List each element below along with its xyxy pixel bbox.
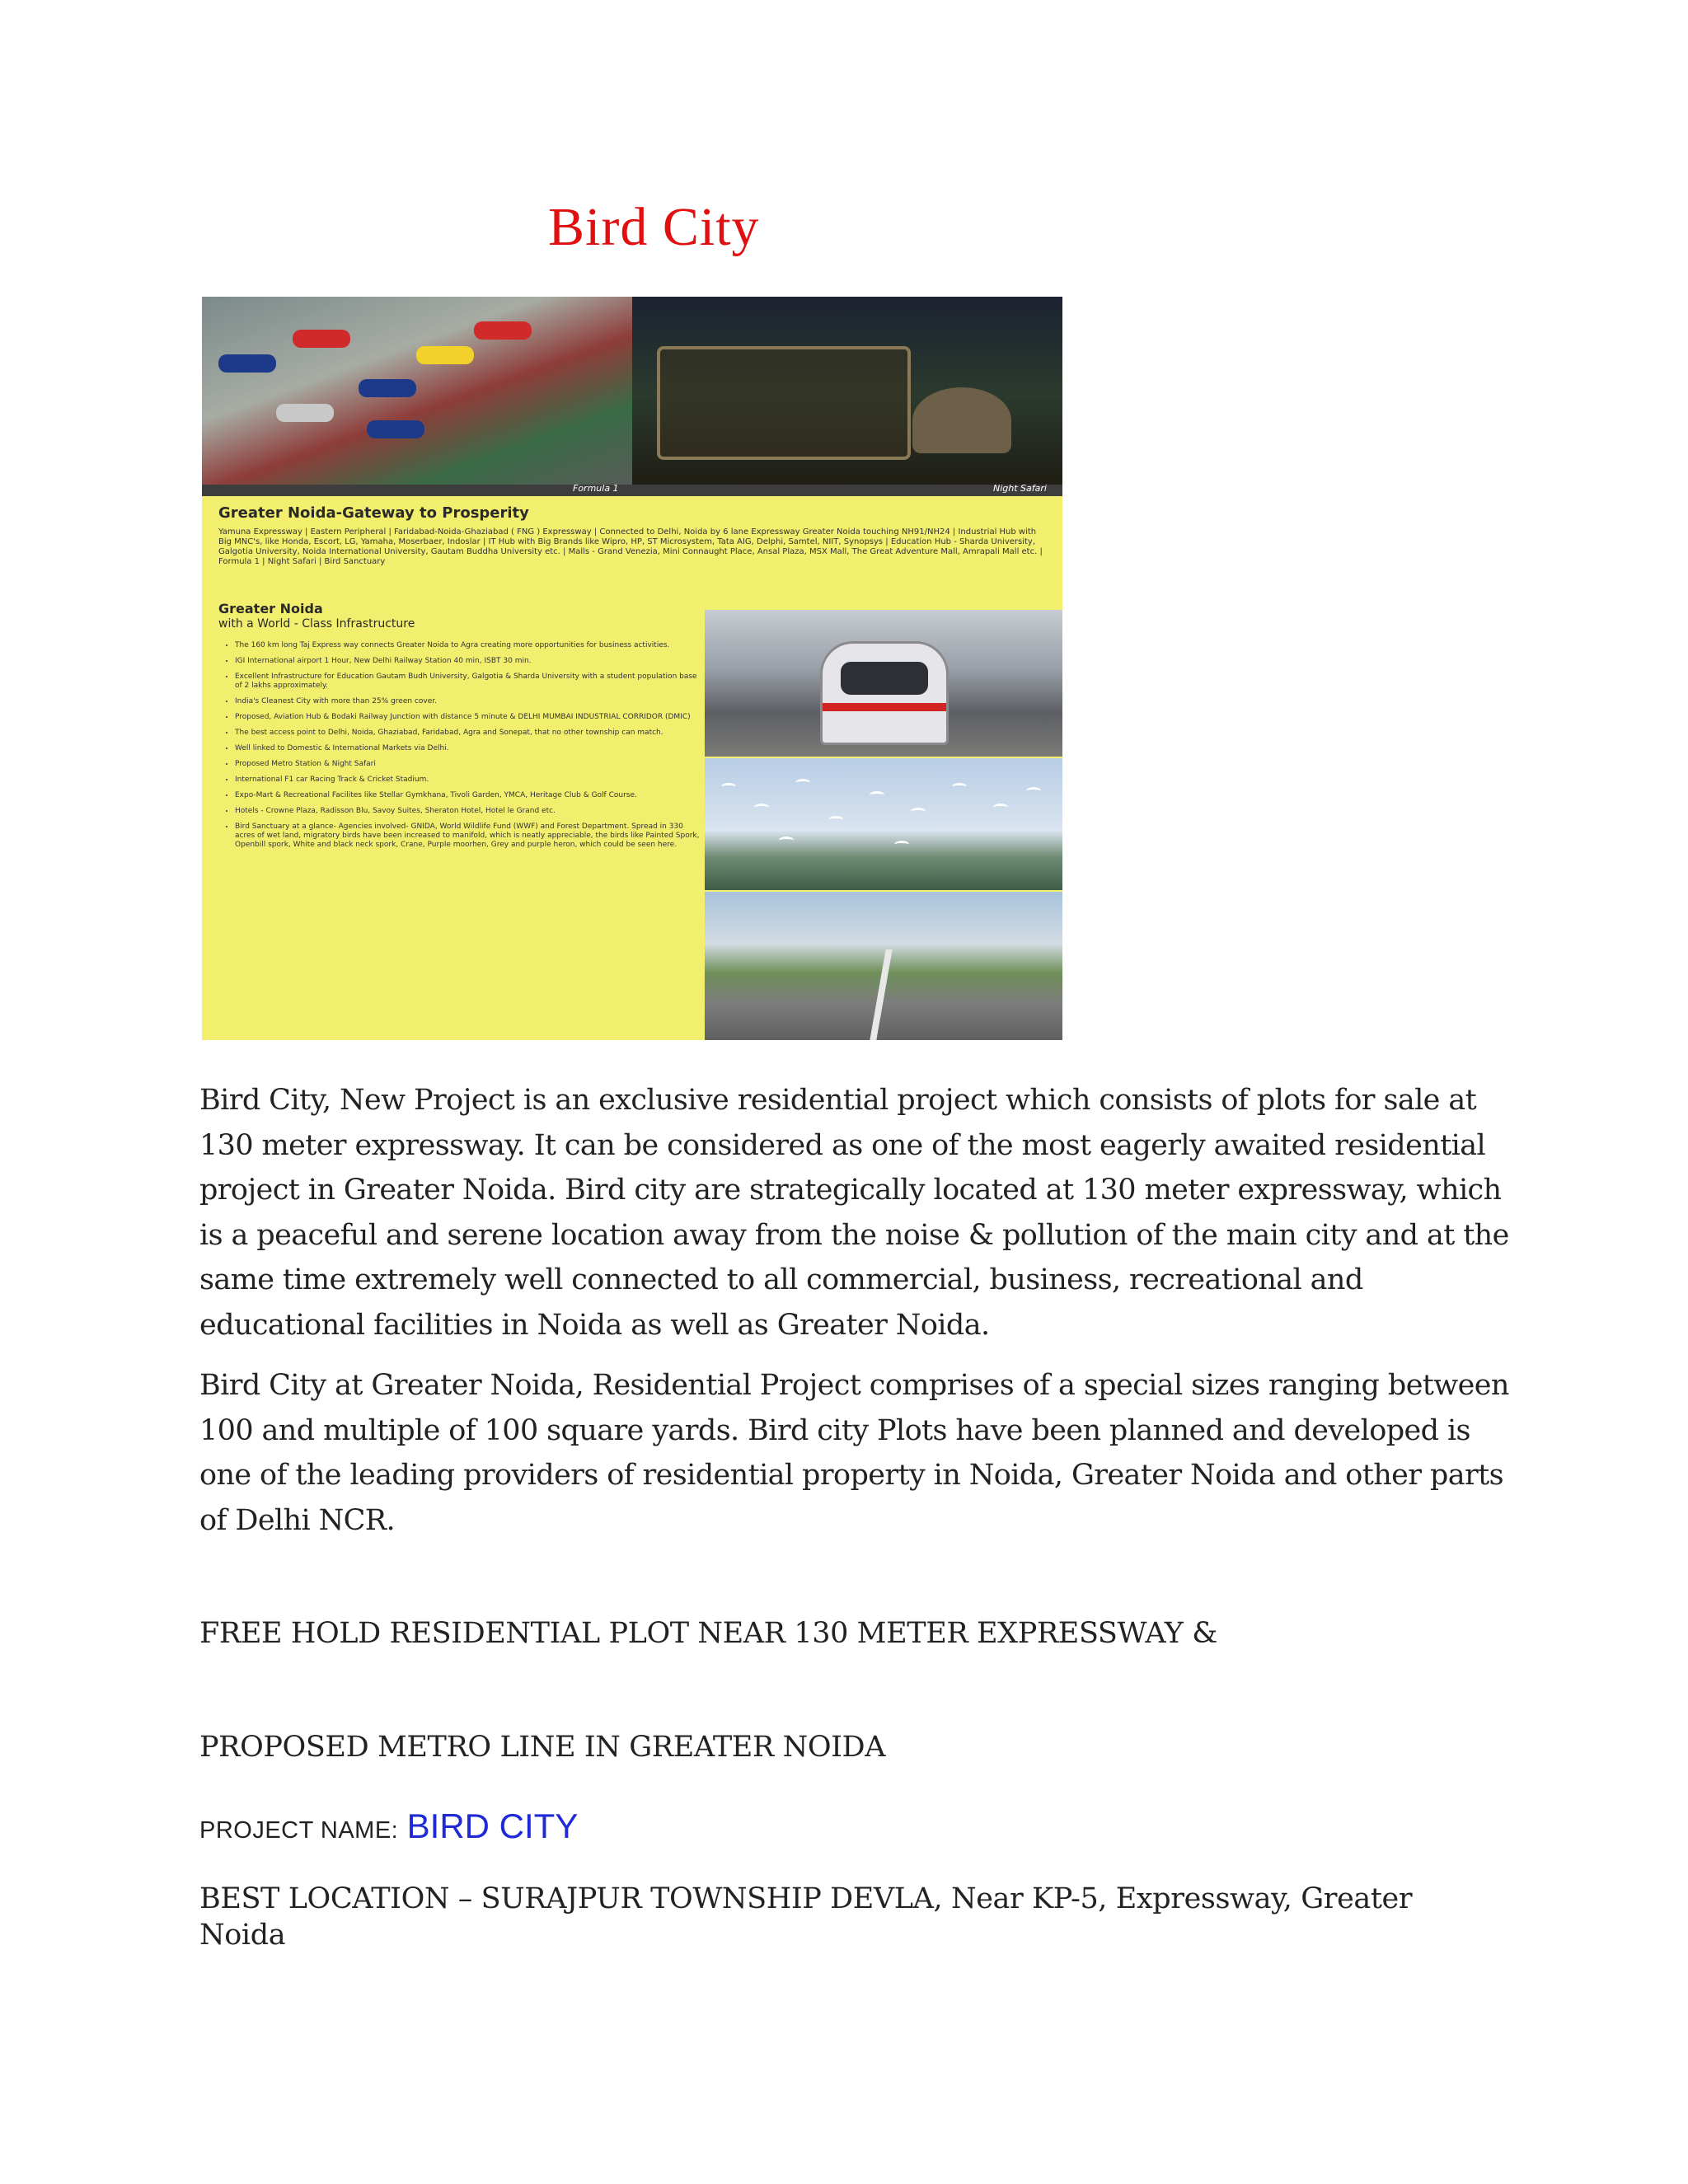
expressway-photo [705, 892, 1062, 1040]
brochure-bullet: • The best access point to Delhi, Noida, Ghaziabad, Faridabad, Agra and Sonepat, that no other township can match. [235, 729, 705, 738]
night-safari-photo [632, 297, 1062, 494]
metro-heading: PROPOSED METRO LINE IN GREATER NOIDA [199, 1731, 886, 1764]
brochure-bullet: • Hotels - Crowne Plaza, Radisson Blu, Savoy Suites, Sheraton Hotel, Hotel le Grand etc. [235, 807, 705, 816]
brochure-bullet: • Expo-Mart & Recreational Facilites like Stellar Gymkhana, Tivoli Garden, YMCA, Heritage Club & Golf Course. [235, 791, 705, 800]
caption-formula1: Formula 1 [573, 483, 619, 494]
brochure-heading: Greater Noida-Gateway to Prosperity [218, 504, 529, 522]
brochure-subheading [218, 602, 415, 631]
project-name-label: PROJECT NAME: [199, 1817, 399, 1844]
brochure-bullet: • International F1 car Racing Track & Cricket Stadium. [235, 776, 705, 785]
brochure-bullet: • Proposed, Aviation Hub & Bodaki Railway Junction with distance 5 minute & DELHI MUMBAI INDUSTRIAL CORRIDOR (DMIC) [235, 713, 705, 722]
brochure-bullet: • Well linked to Domestic & International Markets via Delhi. [235, 744, 705, 753]
project-name-value: BIRD CITY [406, 1807, 579, 1845]
description-paragraph-1: Bird City, New Project is an exclusive residential project which consists of plots for sale at 130 meter expressway. It can be considered as one of the most eagerly awaited residential project in Greater Noida. Bird city are strategically located at 130 meter expressway, which is a peaceful and serene location away from the noise & pollution of the main city and at the same time extremely well connected to all commercial, business, recreational and educational facilities in Noida as well as Greater Noida. [199, 1084, 1509, 1342]
freehold-heading: FREE HOLD RESIDENTIAL PLOT NEAR 130 METER EXPRESSWAY & [199, 1617, 1217, 1650]
project-name-line [199, 1807, 578, 1846]
brochure-bullet: • India's Cleanest City with more than 25% green cover. [235, 697, 705, 706]
bird-sanctuary-photo [705, 758, 1062, 890]
brochure-subheading-line1: Greater Noida [218, 601, 323, 616]
brochure-bullet: • Bird Sanctuary at a glance- Agencies involved- GNIDA, World Wildlife Fund (WWF) and Forest Department. Spread in 330 acres of wet land, migratory birds have been increased to manifold, which is neatly appreciable, the birds like Painted Spork, Openbill spork, White and black neck spork, Crane, Purple moorhen, Grey and purple heron, which could be seen here. [235, 823, 705, 850]
brochure-image [202, 297, 1062, 1040]
brochure-bullet: • IGI International airport 1 Hour, New Delhi Railway Station 40 min, ISBT 30 min. [235, 657, 705, 666]
description-paragraph-2: Bird City at Greater Noida, Residential Project comprises of a special sizes ranging between 100 and multiple of 100 square yards. Bird city Plots have been planned and developed is one of the leading providers of residential property in Noida, Greater Noida and other parts of Delhi NCR. [199, 1369, 1509, 1537]
brochure-subheading-line2: with a World - Class Infrastructure [218, 617, 415, 630]
brochure-bullet: • Proposed Metro Station & Night Safari [235, 760, 705, 769]
location-line: BEST LOCATION – SURAJPUR TOWNSHIP DEVLA, Near KP-5, Expressway, Greater Noida [199, 1882, 1413, 1952]
brochure-bullet-list [217, 641, 705, 856]
caption-strip [202, 485, 1062, 496]
brochure-bullet: • The 160 km long Taj Express way connects Greater Noida to Agra creating more opportunities for business activities. [235, 641, 705, 650]
metro-train-photo [705, 610, 1062, 757]
document-title: Bird City [548, 197, 760, 257]
caption-night-safari: Night Safari [993, 483, 1047, 494]
formula1-photo [202, 297, 632, 494]
brochure-intro: Yamuna Expressway | Eastern Peripheral | Faridabad-Noida-Ghaziabad ( FNG ) Expressway | Connected to Delhi, Noida by 6 lane Expressway Greater Noida touching NH91/NH24 | Industrial Hub with Big MNC's, like Honda, Escort, LG, Yamaha, Moserbaer, Indoslar | IT Hub with Big Brands like Wipro, HP, ST Microsystem, Tata AIG, Delphi, Samtel, NIIT, Synopsys | Education Hub - Sharda University, Galgotia University, Noida International University, Gautam Buddha University etc. | Malls - Grand Venezia, Mini Connaught Place, Ansal Plaza, MSX Mall, The Great Adventure Mall, Amrapali Mall etc. | Formula 1 | Night Safari | Bird Sanctuary [218, 527, 1043, 566]
brochure-bullet: • Excellent Infrastructure for Education Gautam Budh University, Galgotia & Sharda University with a student population base of 2 lakhs approximately. [235, 673, 705, 691]
